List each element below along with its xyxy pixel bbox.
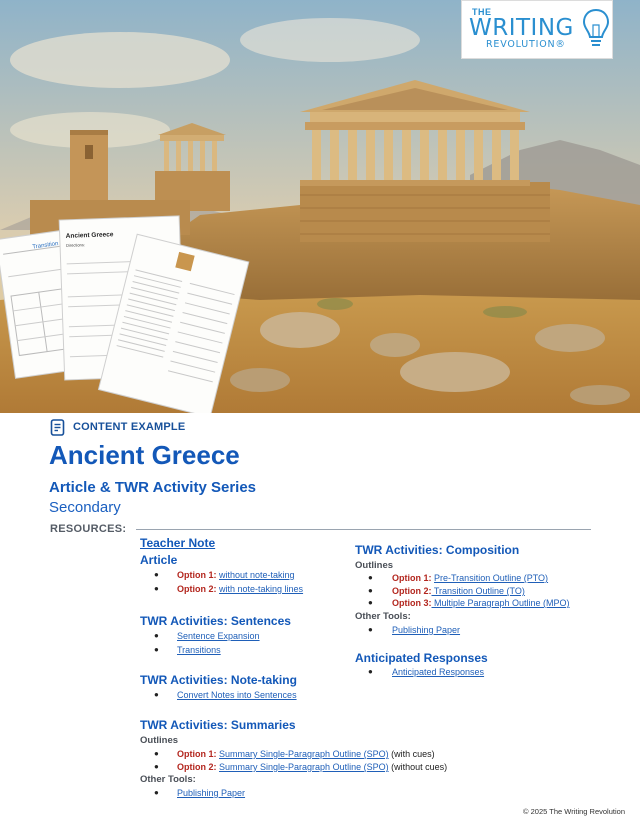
content-example-label: CONTENT EXAMPLE (73, 421, 186, 433)
article-without-notes-link[interactable]: without note-taking (219, 570, 295, 580)
logo-writing: WRITING (469, 15, 574, 41)
document-icon (50, 419, 65, 436)
pto-link[interactable]: Pre-Transition Outline (PTO) (434, 573, 549, 583)
bullet: ● (154, 584, 159, 593)
right-resources-column: TWR Activities: Composition Outlines ● Option 1: Pre-Transition Outline (PTO) ● Option 2: Transition Outline (TO) ● Option 3: Multiple Paragraph Outline (MPO) Other Tools: ● Publishing Paper Anticipated Responses ● Anticipated Responses (355, 543, 570, 677)
left-resources-column: Teacher Note Article ● Option 1: without note-taking ● Option 2: with note-taking lines TWR Activities: Sentences ● Sentence Expansion ● Transitions TWR Activities: Note-taking ● Convert Notes into Sentences TWR Activities: Summaries Outlines ● Option 1: Summary Single-Paragraph Outline (SPO) (with cues) ● Option 2: Summary Single-Paragraph Outline (SPO) (without cues) Other Tools: ● Publishing Paper (140, 536, 448, 798)
publishing-paper-link[interactable]: Publishing Paper (177, 788, 246, 798)
grade-level: Secondary (49, 499, 121, 516)
resources-divider (136, 529, 591, 530)
lightbulb-icon (582, 7, 610, 51)
spo-with-cues-link[interactable]: Summary Single-Paragraph Outline (SPO) (219, 749, 389, 759)
sentence-expansion-link[interactable]: Sentence Expansion (177, 631, 260, 641)
worksheet-2-title: Ancient Greece (65, 231, 114, 240)
summaries-outlines-label: Outlines (140, 735, 179, 746)
composition-publishing-paper-link[interactable]: Publishing Paper (392, 625, 461, 635)
notetaking-heading: TWR Activities: Note-taking (140, 673, 297, 687)
logo-the: THE (472, 7, 492, 17)
summaries-other-tools-label: Other Tools: (140, 774, 196, 785)
article-with-notes-link[interactable]: with note-taking lines (219, 584, 304, 594)
spo-without-cues-link[interactable]: Summary Single-Paragraph Outline (SPO) (219, 762, 389, 772)
logo-revolution: REVOLUTION® (486, 39, 566, 50)
bullet: ● (154, 570, 159, 579)
to-link[interactable]: Transition Outline (TO) (431, 586, 525, 596)
content-example-tag (50, 417, 185, 437)
resources-label: RESOURCES: (50, 523, 127, 535)
article-heading: Article (140, 553, 178, 567)
composition-other-tools-label: Other Tools: (355, 611, 411, 622)
mpo-link[interactable]: Multiple Paragraph Outline (MPO) (431, 598, 570, 608)
page-subtitle: Article & TWR Activity Series (49, 479, 257, 496)
sentences-heading: TWR Activities: Sentences (140, 614, 291, 628)
worksheet-1-title: Transition (32, 241, 59, 251)
anticipated-responses-link[interactable]: Anticipated Responses (392, 667, 485, 677)
anticipated-heading: Anticipated Responses (355, 651, 488, 665)
composition-heading: TWR Activities: Composition (355, 543, 520, 557)
writing-revolution-logo (461, 0, 613, 59)
transitions-link[interactable]: Transitions (177, 645, 221, 655)
copyright: © 2025 The Writing Revolution (523, 807, 625, 816)
page-title: Ancient Greece (49, 440, 240, 470)
worksheet-2-direction: Directions: (65, 242, 86, 248)
teacher-note-link[interactable]: Teacher Note (140, 536, 216, 550)
composition-outlines-label: Outlines (355, 560, 394, 571)
summaries-heading: TWR Activities: Summaries (140, 718, 296, 732)
convert-notes-link[interactable]: Convert Notes into Sentences (177, 690, 297, 700)
